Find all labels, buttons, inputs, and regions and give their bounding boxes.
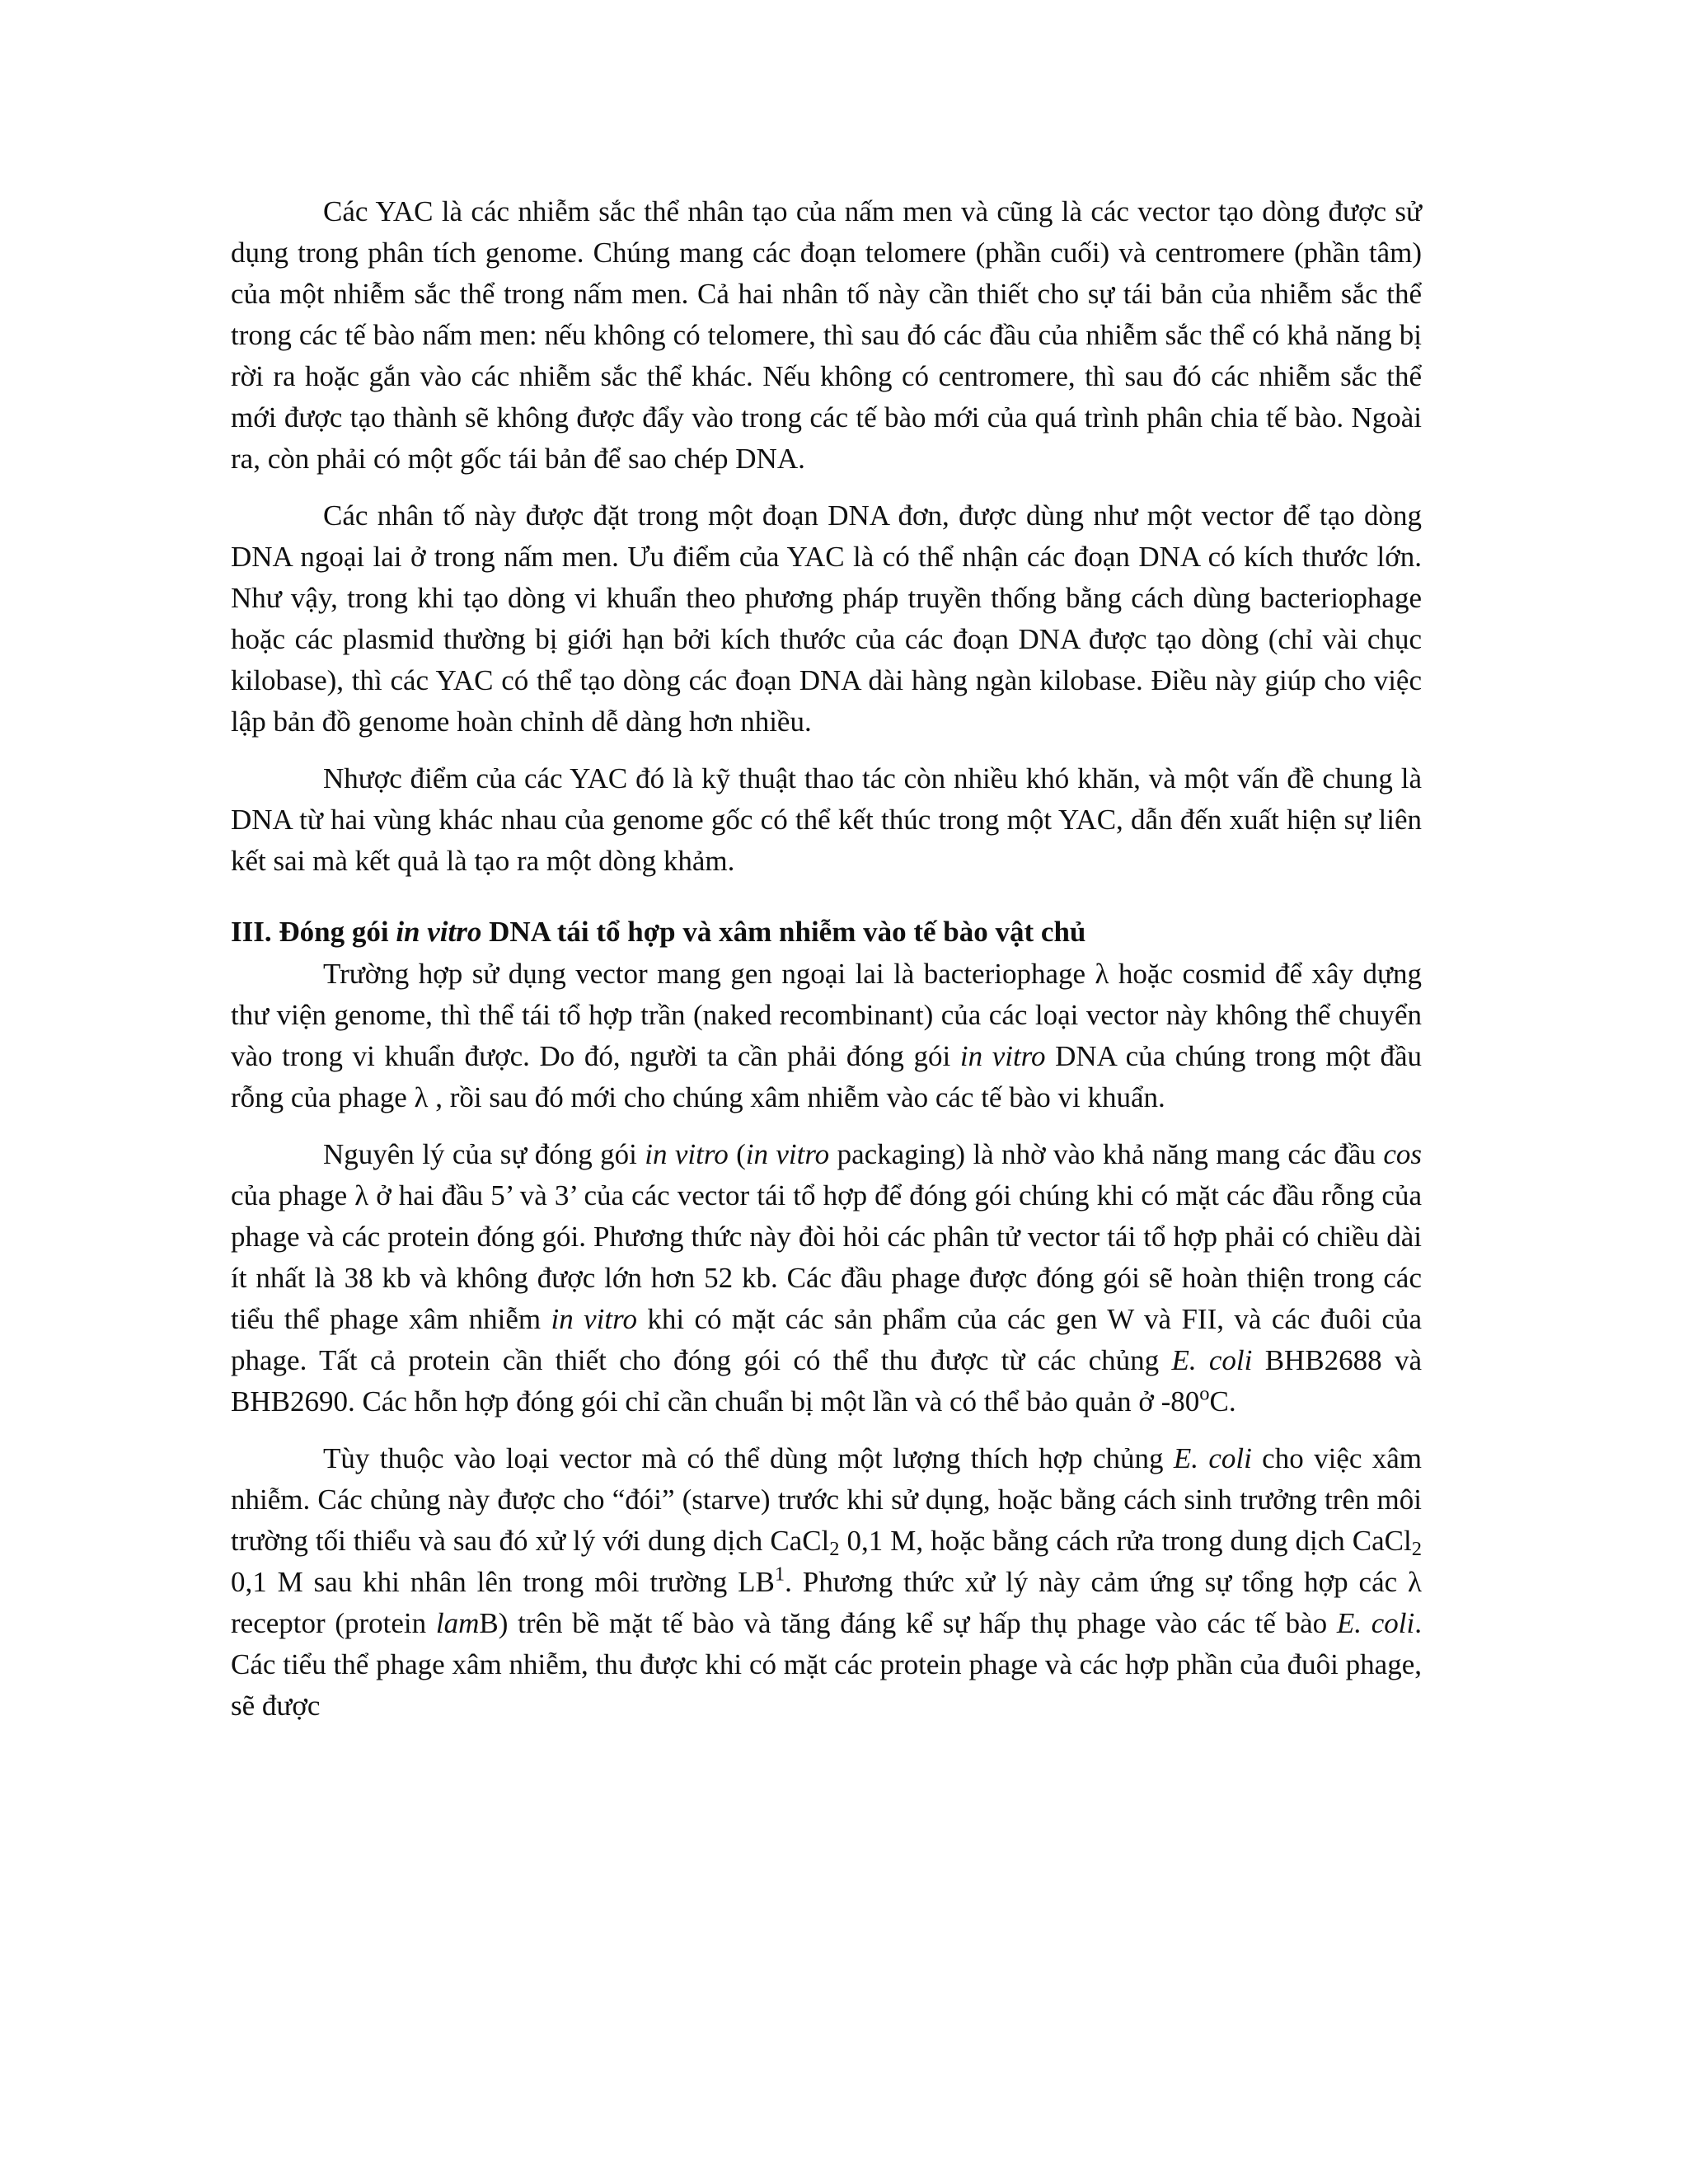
footnote-marker: 1 (774, 1563, 785, 1586)
italic-run: E. coli (1171, 1344, 1253, 1376)
superscript-degree: o (1199, 1382, 1210, 1405)
text-run: cho việc xâm nhiễm. Các chủng này được cho “đói” (starve) trước khi sử dụng, hoặc bằng cách sinh trưởng trên môi trường tối thiểu và sau đó xử lý với dung dịch CaCl (231, 1442, 1422, 1557)
paragraph-yac-definition: Các YAC là các nhiễm sắc thể nhân tạo của nấm men và cũng là các vector tạo dòng được sử dụng trong phân tích genome. Chúng mang các đoạn telomere (phần cuối) và centromere (phần tâm) của một nhiễm sắc thể trong nấm men. Cả hai nhân tố này cần thiết cho sự tái bản của nhiễm sắc thể trong các tế bào nấm men: nếu không có telomere, thì sau đó các đầu của nhiễm sắc thể có khả năng bị rời ra hoặc gắn vào các nhiễm sắc thể khác. Nếu không có centromere, thì sau đó các nhiễm sắc thể mới được tạo thành sẽ không được đẩy vào trong các tế bào mới của quá trình phân chia tế bào. Ngoài ra, còn phải có một gốc tái bản để sao chép DNA. (231, 195, 1422, 475)
heading-suffix: DNA tái tổ hợp và xâm nhiễm vào tế bào vật chủ (481, 916, 1086, 948)
subscript: 2 (1411, 1538, 1422, 1561)
paragraph-yac-advantages: Các nhân tố này được đặt trong một đoạn DNA đơn, được dùng như một vector để tạo dòng DNA ngoại lai ở trong nấm men. Ưu điểm của YAC là có thể nhận các đoạn DNA có kích thước lớn. Như vậy, trong khi tạo dòng vi khuẩn theo phương pháp truyền thống bằng cách dùng bacteriophage hoặc các plasmid thường bị giới hạn bởi kích thước của các đoạn DNA được tạo dòng (chỉ vài chục kilobase), thì các YAC có thể tạo dòng các đoạn DNA dài hàng ngàn kilobase. Điều này giúp cho việc lập bản đồ genome hoàn chỉnh dễ dàng hơn nhiều. (231, 499, 1422, 738)
subscript: 2 (829, 1538, 840, 1561)
italic-run: in vitro (745, 1138, 830, 1170)
italic-run: E. coli (1336, 1607, 1415, 1639)
text-run: của phage λ ở hai đầu 5’ và 3’ của các vector tái tổ hợp để đóng gói chúng khi có mặt các đầu rỗng của phage và các protein đóng gói. Phương thức này đòi hỏi các phân tử vector tái tổ hợp phải có chiều dài ít nhất là 38 kb và không được lớn hơn 52 kb. Các đầu phage được đóng gói sẽ hoàn thiện trong các tiểu thể phage xâm nhiễm (231, 1179, 1422, 1335)
text-run: Trường hợp sử dụng vector mang gen ngoại lai là bacteriophage λ hoặc cosmid để xây dựng thư viện genome, thì thể tái tổ hợp trần (naked recombinant) của các loại vector này không thể chuyển vào trong vi khuẩn được. Do đó, người ta cần phải đóng gói (231, 958, 1422, 1072)
text-run: C. (1209, 1385, 1236, 1418)
italic-run: E. coli (1173, 1442, 1252, 1474)
heading-italic: in vitro (396, 916, 482, 948)
section-heading-iii (231, 912, 1422, 953)
text-run: 0,1 M, hoặc bằng cách rửa trong dung dịch CaCl (839, 1525, 1412, 1557)
italic-run: in vitro (551, 1303, 637, 1335)
heading-prefix: III. Đóng gói (231, 916, 396, 948)
text-run: 0,1 M sau khi nhân lên trong môi trường LB (231, 1566, 775, 1598)
document-page (231, 191, 1422, 1742)
text-run: BHB2688 và BHB2690. Các hỗn hợp đóng gói chỉ cần chuẩn bị một lần và có thể bảo quản ở -80 (231, 1344, 1422, 1418)
italic-run: in vitro (959, 1040, 1046, 1072)
italic-run: in vitro (645, 1138, 729, 1170)
paragraph-infection (231, 1438, 1422, 1727)
text-run: . Phương thức xử lý này cảm ứng sự tổng hợp các λ receptor (protein (231, 1566, 1422, 1639)
text-run: ( (728, 1138, 746, 1170)
text-run: DNA của chúng trong một đầu rỗng của phage λ , rồi sau đó mới cho chúng xâm nhiễm vào các tế bào vi khuẩn. (231, 1040, 1422, 1113)
italic-run: cos (1383, 1138, 1422, 1170)
text-run: B) trên bề mặt tế bào và tăng đáng kể sự hấp thụ phage vào các tế bào (479, 1607, 1337, 1639)
text-run: khi có mặt các sản phẩm của các gen W và FII, và các đuôi của phage. Tất cả protein cần thiết cho đóng gói có thể thu được từ các chủng (231, 1303, 1423, 1376)
italic-run: lam (435, 1607, 480, 1639)
paragraph-in-vitro-packaging (231, 1134, 1422, 1422)
paragraph-yac-disadvantages: Nhược điểm của các YAC đó là kỹ thuật thao tác còn nhiều khó khăn, và một vấn đề chung là DNA từ hai vùng khác nhau của genome gốc có thể kết thúc trong một YAC, dẫn đến xuất hiện sự liên kết sai mà kết quả là tạo ra một dòng khảm. (231, 762, 1422, 877)
paragraph-naked-recombinant (231, 954, 1422, 1118)
text-run: . Các tiểu thể phage xâm nhiễm, thu được khi có mặt các protein phage và các hợp phần của đuôi phage, sẽ được (231, 1607, 1422, 1722)
text-run: Nguyên lý của sự đóng gói (323, 1138, 645, 1170)
text-run: Tùy thuộc vào loại vector mà có thể dùng một lượng thích hợp chủng (323, 1442, 1174, 1474)
text-run: packaging) là nhờ vào khả năng mang các đầu (829, 1138, 1384, 1170)
